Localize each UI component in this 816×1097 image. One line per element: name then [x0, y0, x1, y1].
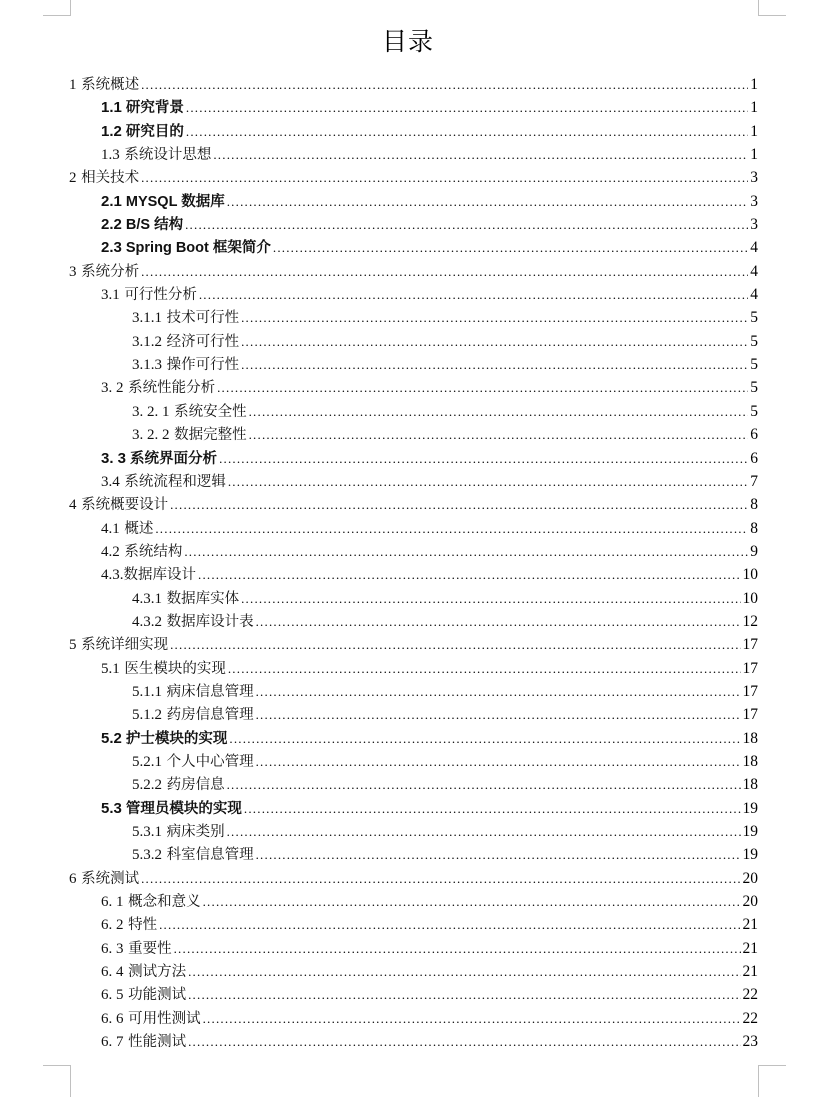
toc-entry-number: 6. 1	[101, 894, 124, 911]
toc-entry-6-5[interactable]	[69, 983, 758, 1006]
toc-entry-4-1[interactable]	[69, 517, 758, 540]
toc-entry-6-2[interactable]	[69, 913, 758, 936]
dot-leader	[217, 376, 748, 399]
toc-entry-text: 药房信息管理	[162, 707, 254, 724]
toc-entry-label	[132, 331, 239, 354]
toc-entry-page-number: 20	[742, 893, 758, 911]
toc-title: 目录	[381, 27, 434, 56]
toc-entry-text: 医生模块的实现	[119, 660, 226, 677]
toc-entry-text: 操作可行性	[162, 357, 240, 374]
toc-entry-text: 研究背景	[121, 100, 184, 117]
dot-leader	[188, 1030, 740, 1053]
toc-entry-label	[132, 307, 239, 330]
toc-entry-label	[101, 938, 172, 961]
toc-entry-label	[132, 588, 239, 611]
page-corner-mark-bottom-left	[43, 1065, 71, 1097]
toc-entry-label	[101, 1008, 201, 1031]
toc-entry-3-2[interactable]	[69, 376, 758, 399]
toc-entry-number: 5.2.2	[132, 777, 162, 794]
toc-entry-2[interactable]	[69, 166, 758, 189]
toc-entry-2-3[interactable]	[69, 236, 758, 259]
toc-entry-text: 病床信息管理	[162, 683, 254, 700]
toc-entry-text: 系统分析	[76, 263, 140, 280]
dot-leader	[219, 447, 748, 470]
toc-entry-number: 6. 5	[101, 987, 124, 1004]
dot-leader	[227, 190, 749, 213]
toc-entry-label	[69, 868, 139, 891]
toc-entry-page-number: 17	[742, 682, 758, 700]
dot-leader	[198, 563, 741, 586]
dot-leader	[229, 727, 740, 750]
toc-entry-number: 3.1	[101, 287, 120, 304]
dot-leader	[155, 517, 748, 540]
dot-leader	[273, 236, 748, 259]
toc-entry-page-number: 3	[750, 169, 758, 187]
toc-entry-label	[101, 984, 186, 1007]
toc-entry-5-3-2[interactable]	[69, 843, 758, 866]
toc-entry-number: 4	[69, 497, 77, 514]
toc-entry-label	[132, 611, 254, 634]
toc-entry-number: 3.4	[101, 473, 120, 490]
page-corner-mark-bottom-right	[758, 1065, 786, 1097]
toc-entry-label	[101, 541, 182, 564]
page-corner-mark-top-left	[43, 0, 71, 16]
toc-entry-3-1[interactable]	[69, 283, 758, 306]
toc-entry-label	[101, 727, 227, 751]
toc-entry-page-number: 5	[750, 402, 758, 420]
toc-entry-5-3-1[interactable]	[69, 820, 758, 843]
toc-entry-page-number: 6	[750, 449, 758, 467]
toc-entry-page-number: 22	[742, 1009, 758, 1027]
toc-entry-label	[101, 1031, 186, 1054]
toc-entry-text: 系统详细实现	[76, 637, 169, 654]
toc-entry-text: 相关技术	[76, 170, 140, 187]
toc-entry-number: 3. 2	[101, 380, 124, 397]
toc-entry-page-number: 3	[750, 216, 758, 234]
toc-entry-page-number: 1	[750, 146, 758, 164]
toc-entry-label	[101, 284, 197, 307]
toc-entry-page-number: 1	[750, 76, 758, 93]
toc-entry-2-1[interactable]	[69, 190, 758, 213]
toc-entry-text: 系统概述	[76, 77, 140, 93]
toc-entry-5-2-1[interactable]	[69, 750, 758, 773]
toc-entry-page-number: 18	[742, 776, 758, 794]
toc-entry-number: 1.3	[101, 147, 120, 164]
toc-entry-text: 管理员模块的实现	[121, 800, 242, 817]
dot-leader	[184, 540, 748, 563]
toc-entry-label	[69, 167, 139, 190]
toc-entry-page-number: 21	[742, 939, 758, 957]
toc-entry-page-number: 20	[742, 869, 758, 887]
toc-entry-page-number: 19	[742, 823, 758, 840]
toc-entry-number: 4.3.1	[132, 590, 162, 607]
toc-entry-text: 概述	[119, 520, 154, 537]
toc-entry-number: 3.1.3	[132, 357, 162, 374]
dot-leader	[185, 213, 748, 236]
dot-leader	[241, 330, 748, 353]
toc-entry-text: 系统流程和逻辑	[119, 473, 226, 490]
toc-entry-number: 2.3	[101, 239, 122, 257]
toc-entry-text: 系统安全性	[169, 403, 247, 420]
toc-entry-3-3[interactable]	[69, 447, 758, 470]
toc-entry-label	[101, 658, 226, 681]
toc-entry-text: 可行性分析	[119, 287, 197, 304]
toc-entry-3-2-2[interactable]	[69, 423, 758, 446]
toc-entry-text: 性能测试	[123, 1034, 187, 1051]
toc-entry-text: MYSQL 数据库	[121, 193, 225, 210]
toc-entry-5-2[interactable]	[69, 727, 758, 750]
toc-entry-1[interactable]	[69, 73, 758, 96]
toc-entry-text: 功能测试	[123, 987, 187, 1004]
toc-entry-label	[101, 961, 186, 984]
table-of-contents	[69, 73, 758, 1053]
toc-entry-page-number: 5	[750, 356, 758, 374]
toc-entry-text: 数据完整性	[169, 427, 247, 444]
dot-leader	[203, 890, 741, 913]
toc-entry-page-number: 1	[750, 122, 758, 140]
toc-entry-label	[101, 564, 196, 587]
toc-entry-number: 5.2	[101, 729, 122, 747]
toc-entry-6[interactable]	[69, 867, 758, 890]
toc-entry-label	[132, 844, 254, 867]
toc-entry-text: 经济可行性	[162, 333, 240, 350]
toc-entry-page-number: 5	[750, 309, 758, 327]
dot-leader	[213, 143, 748, 166]
toc-entry-text: 护士模块的实现	[121, 730, 228, 747]
toc-entry-text: 数据库设计	[123, 567, 196, 584]
toc-entry-page-number: 22	[742, 986, 758, 1004]
toc-entry-page-number: 18	[742, 729, 758, 747]
toc-entry-text: 系统概要设计	[76, 497, 169, 514]
toc-entry-text: 数据库实体	[162, 590, 240, 607]
toc-entry-number: 5.3.2	[132, 847, 162, 864]
dot-leader	[170, 493, 748, 516]
toc-entry-page-number: 8	[750, 519, 758, 537]
toc-entry-text: 系统测试	[76, 870, 140, 887]
toc-entry-text: 技术可行性	[162, 310, 240, 327]
toc-entry-page-number: 17	[742, 659, 758, 677]
toc-entry-2-2[interactable]	[69, 213, 758, 236]
toc-entry-text: B/S 结构	[121, 217, 184, 234]
toc-entry-number: 3. 2. 1	[132, 403, 170, 420]
toc-entry-text: 个人中心管理	[162, 753, 254, 770]
toc-entry-label	[101, 236, 271, 260]
dot-leader	[170, 633, 740, 656]
toc-entry-page-number: 4	[750, 286, 758, 304]
toc-entry-page-number: 18	[742, 752, 758, 770]
toc-entry-6-7[interactable]	[69, 1030, 758, 1053]
toc-entry-label	[69, 74, 139, 97]
toc-entry-text: 病床类别	[162, 824, 225, 840]
toc-entry-text: 重要性	[123, 940, 172, 957]
toc-entry-label	[69, 634, 168, 657]
toc-entry-text: 测试方法	[123, 964, 187, 981]
toc-entry-3-1-3[interactable]	[69, 353, 758, 376]
toc-entry-number: 2.1	[101, 192, 122, 210]
toc-entry-number: 5.2.1	[132, 753, 162, 770]
toc-entry-number: 3.1.2	[132, 333, 162, 350]
toc-entry-5[interactable]	[69, 633, 758, 656]
toc-entry-number: 6. 6	[101, 1010, 124, 1027]
toc-entry-1-1[interactable]	[69, 96, 758, 119]
dot-leader	[141, 867, 740, 890]
dot-leader	[186, 96, 748, 119]
toc-entry-page-number: 4	[750, 262, 758, 280]
toc-entry-5-1-2[interactable]	[69, 703, 758, 726]
toc-entry-number: 4.2	[101, 543, 120, 560]
toc-entry-number: 3. 3	[101, 449, 127, 467]
dot-leader	[241, 587, 740, 610]
dot-leader	[256, 703, 741, 726]
toc-entry-1-2[interactable]	[69, 120, 758, 143]
toc-entry-number: 2.2	[101, 216, 122, 234]
dot-leader	[249, 423, 749, 446]
toc-entry-label	[101, 213, 183, 237]
toc-entry-page-number: 10	[742, 566, 758, 584]
toc-entry-number: 3. 2. 2	[132, 427, 170, 444]
toc-entry-page-number: 5	[750, 379, 758, 397]
toc-entry-page-number: 21	[742, 916, 758, 934]
toc-entry-4-3[interactable]	[69, 563, 758, 586]
toc-entry-number: 3.1.1	[132, 310, 162, 327]
dot-leader	[244, 797, 741, 820]
toc-entry-label	[132, 704, 254, 727]
toc-entry-text: 药房信息	[162, 777, 225, 794]
toc-entry-label	[101, 96, 184, 120]
toc-entry-label	[69, 261, 139, 284]
toc-entry-6-1[interactable]	[69, 890, 758, 913]
toc-entry-6-3[interactable]	[69, 937, 758, 960]
dot-leader	[241, 306, 748, 329]
dot-leader	[256, 610, 741, 633]
toc-entry-text: Spring Boot 框架简介	[121, 240, 271, 257]
toc-entry-5-1-1[interactable]	[69, 680, 758, 703]
toc-entry-page-number: 17	[742, 706, 758, 724]
toc-entry-label	[132, 774, 225, 797]
dot-leader	[199, 283, 748, 306]
toc-entry-number: 6. 4	[101, 964, 124, 981]
toc-entry-label	[101, 797, 242, 821]
toc-entry-number: 6. 2	[101, 917, 124, 934]
toc-entry-text: 系统性能分析	[123, 380, 216, 397]
toc-entry-text: 系统结构	[119, 543, 183, 560]
toc-entry-number: 5.3	[101, 799, 122, 817]
toc-entry-page-number: 17	[742, 636, 758, 654]
toc-entry-number: 4.1	[101, 520, 120, 537]
toc-entry-text: 数据库设计表	[162, 613, 254, 630]
toc-entry-number: 3	[69, 263, 77, 280]
toc-entry-label	[132, 751, 254, 774]
toc-entry-page-number: 1	[750, 99, 758, 117]
toc-entry-number: 5	[69, 637, 77, 654]
toc-entry-6-4[interactable]	[69, 960, 758, 983]
dot-leader	[188, 960, 740, 983]
toc-entry-4-2[interactable]	[69, 540, 758, 563]
toc-entry-label	[101, 914, 157, 937]
dot-leader	[256, 843, 741, 866]
toc-entry-number: 4.3.2	[132, 613, 162, 630]
toc-entry-4[interactable]	[69, 493, 758, 516]
toc-entry-page-number: 12	[742, 612, 758, 630]
toc-entry-page-number: 6	[750, 426, 758, 444]
toc-entry-text: 系统界面分析	[126, 450, 218, 467]
dot-leader	[227, 820, 741, 843]
toc-entry-label	[132, 354, 239, 377]
toc-entry-label	[101, 190, 225, 214]
toc-entry-page-number: 8	[750, 496, 758, 514]
toc-entry-3-4[interactable]	[69, 470, 758, 493]
toc-entry-number: 6. 7	[101, 1034, 124, 1051]
toc-entry-label	[101, 891, 201, 914]
toc-entry-label	[132, 821, 225, 844]
toc-entry-label	[101, 447, 217, 471]
toc-entry-3-1-1[interactable]	[69, 306, 758, 329]
dot-leader	[174, 937, 741, 960]
dot-leader	[256, 750, 741, 773]
dot-leader	[141, 73, 748, 96]
dot-leader	[241, 353, 748, 376]
toc-entry-label	[101, 144, 211, 167]
toc-entry-label	[132, 424, 247, 447]
toc-entry-text: 系统设计思想	[119, 147, 212, 164]
toc-entry-number: 6. 3	[101, 940, 124, 957]
toc-entry-number: 1	[69, 77, 77, 93]
toc-entry-label	[101, 471, 226, 494]
dot-leader	[186, 120, 748, 143]
page-corner-mark-top-right	[758, 0, 786, 16]
toc-entry-4-3-2[interactable]	[69, 610, 758, 633]
toc-entry-label	[101, 377, 215, 400]
toc-entry-number: 5.1.1	[132, 683, 162, 700]
dot-leader	[249, 400, 749, 423]
toc-entry-1-3[interactable]	[69, 143, 758, 166]
dot-leader	[203, 1007, 741, 1030]
toc-entry-page-number: 23	[742, 1033, 758, 1051]
toc-entry-number: 5.3.1	[132, 824, 162, 840]
dot-leader	[159, 913, 740, 936]
dot-leader	[141, 260, 748, 283]
toc-entry-page-number: 19	[742, 846, 758, 864]
toc-entry-text: 研究目的	[121, 123, 184, 140]
toc-entry-page-number: 9	[750, 542, 758, 560]
toc-entry-page-number: 19	[742, 799, 758, 817]
toc-entry-number: 5.1.2	[132, 707, 162, 724]
toc-entry-number: 6	[69, 870, 77, 887]
toc-entry-5-2-2[interactable]	[69, 773, 758, 796]
toc-entry-text: 特性	[123, 917, 158, 934]
toc-entry-page-number: 21	[742, 963, 758, 981]
dot-leader	[188, 983, 740, 1006]
toc-entry-text: 概念和意义	[123, 894, 201, 911]
toc-entry-label	[101, 518, 153, 541]
toc-entry-5-1[interactable]	[69, 657, 758, 680]
dot-leader	[141, 166, 748, 189]
toc-entry-label	[132, 681, 254, 704]
toc-entry-number: 4.3.	[101, 567, 124, 584]
toc-entry-label	[101, 120, 184, 144]
toc-entry-page-number: 10	[742, 589, 758, 607]
toc-entry-3[interactable]	[69, 260, 758, 283]
dot-leader	[228, 470, 748, 493]
toc-entry-4-3-1[interactable]	[69, 587, 758, 610]
toc-entry-number: 1.2	[101, 122, 122, 140]
toc-entry-3-2-1[interactable]	[69, 400, 758, 423]
toc-entry-number: 1.1	[101, 99, 122, 117]
toc-entry-5-3[interactable]	[69, 797, 758, 820]
toc-entry-text: 可用性测试	[123, 1010, 201, 1027]
toc-entry-number: 2	[69, 170, 77, 187]
dot-leader	[228, 657, 741, 680]
toc-entry-6-6[interactable]	[69, 1007, 758, 1030]
toc-entry-page-number: 4	[750, 239, 758, 257]
toc-entry-text: 科室信息管理	[162, 847, 254, 864]
toc-entry-page-number: 7	[750, 472, 758, 490]
toc-entry-page-number: 3	[750, 192, 758, 210]
toc-entry-page-number: 5	[750, 332, 758, 350]
dot-leader	[227, 773, 741, 796]
dot-leader	[256, 680, 741, 703]
toc-entry-label	[69, 494, 168, 517]
toc-entry-3-1-2[interactable]	[69, 330, 758, 353]
toc-entry-number: 5.1	[101, 660, 120, 677]
toc-entry-label	[132, 401, 247, 424]
